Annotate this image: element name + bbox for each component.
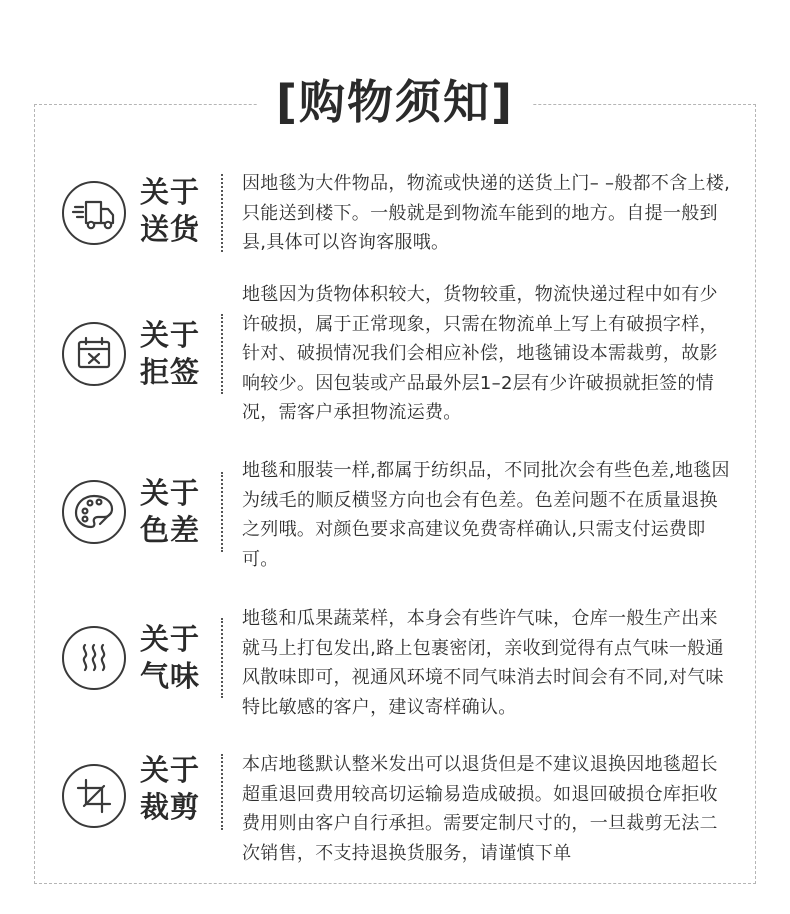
section-label [140, 317, 210, 391]
section-text: 地毯和服装一样,都属于纺织品，不同批次会有些色差,地毯因为绒毛的顺反横竖方向也会有色差。色差问题不在质量退换之列哦。对颜色要求高建议免费寄样确认,只需支付运费即可。 [242, 460, 730, 570]
label-line-1: 关于 [140, 622, 201, 656]
palette-icon [62, 480, 126, 544]
section-delivery [34, 168, 756, 258]
crop-icon [62, 764, 126, 828]
section-text: 地毯和瓜果蔬菜样，本身会有些许气味，仓库一般生产出来就马上打包发出,路上包裹密闭，亲收到觉得有点气味一般通风散味即可，视通风环境不同气味消去时间会有不同,对气味特比敏感的客户，建议寄样确认。 [242, 608, 724, 718]
label-line-2: 拒签 [140, 355, 201, 389]
section-divider [221, 618, 223, 698]
label-line-2: 气味 [140, 659, 201, 693]
section-text: 本店地毯默认整米发出可以退货但是不建议退换因地毯超长超重退回费用较高切运输易造成破损。如退回破损仓库拒收费用则由客户自行承担。需要定制尺寸的，一旦裁剪无法二次销售，不支持退换货服务，请谨慎下单 [242, 754, 718, 864]
section-divider [221, 754, 223, 830]
section-cutting [34, 750, 756, 875]
delivery-truck-icon [62, 181, 126, 245]
section-refusal [34, 280, 756, 430]
title-area [0, 70, 790, 134]
section-odor [34, 604, 756, 724]
label-line-1: 关于 [140, 175, 201, 209]
label-line-2: 送货 [140, 212, 201, 246]
section-text: 地毯因为货物体积较大，货物较重，物流快递过程中如有少许破损，属于正常现象，只需在物流单上写上有破损字样，针对、破损情况我们会相应补偿，地毯铺设本需裁剪，故影响较少。因包装或产品最外层1–2层有少许破损就拒签的情况，需客户承担物流运费。 [242, 284, 718, 423]
label-line-2: 裁剪 [140, 790, 201, 824]
section-label [140, 174, 210, 248]
page-title: [购物须知] [258, 70, 532, 134]
calendar-x-icon [62, 322, 126, 386]
label-line-1: 关于 [140, 318, 201, 352]
section-divider [221, 472, 223, 552]
section-color-difference [34, 456, 756, 576]
label-line-1: 关于 [140, 476, 201, 510]
section-label [140, 752, 210, 826]
label-line-1: 关于 [140, 753, 201, 787]
section-text: 因地毯为大件物品，物流或快递的送货上门– –般都不含上楼,只能送到楼下。一般就是到物流车能到的地方。自提一般到县,具体可以咨询客服哦。 [242, 173, 731, 253]
section-label [140, 475, 210, 549]
section-divider [221, 174, 223, 252]
section-label [140, 621, 210, 695]
label-line-2: 色差 [140, 513, 201, 547]
odor-waves-icon [62, 626, 126, 690]
section-divider [221, 314, 223, 394]
